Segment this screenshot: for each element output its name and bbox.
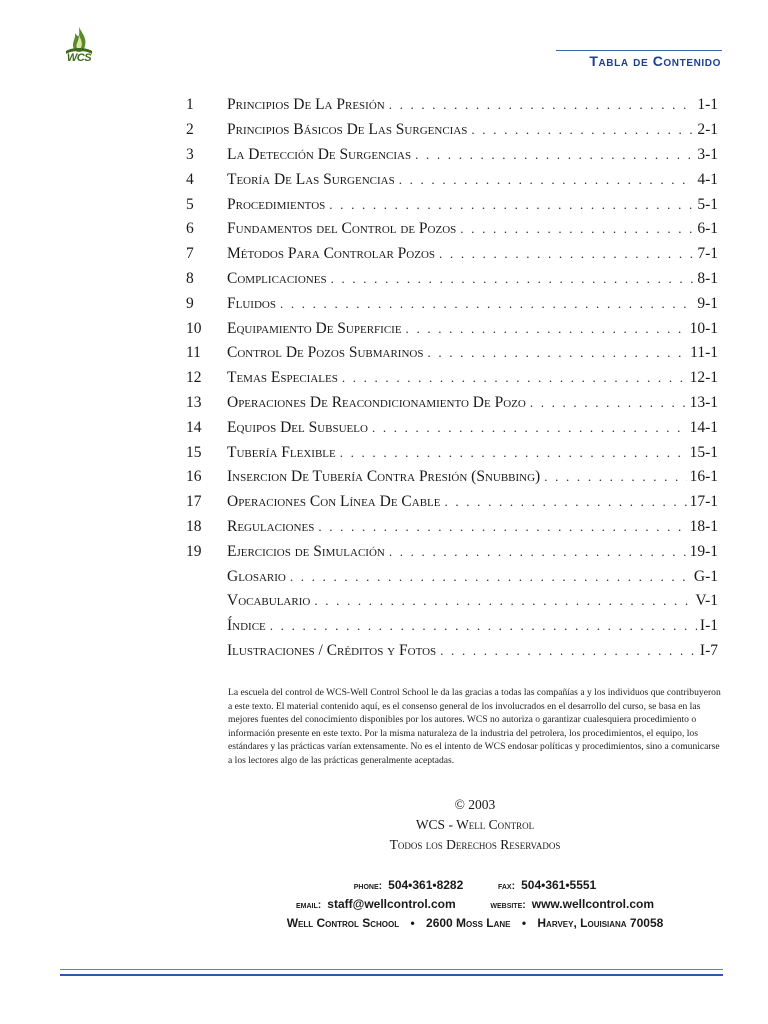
toc-page-number: 14-1 bbox=[689, 418, 718, 436]
toc-chapter-title: Complicaciones bbox=[227, 269, 327, 287]
toc-entry[interactable] bbox=[180, 291, 718, 316]
toc-chapter-title: Métodos Para Controlar Pozos bbox=[227, 245, 436, 263]
toc-page-number: 5-1 bbox=[697, 195, 718, 213]
toc-chapter-number: 8 bbox=[186, 269, 194, 287]
footer-rule bbox=[60, 969, 723, 970]
toc-chapter-title: Regulaciones bbox=[227, 517, 315, 535]
toc-chapter-number: 6 bbox=[186, 220, 194, 238]
toc-entry[interactable] bbox=[180, 192, 718, 217]
toc-page-number: 4-1 bbox=[697, 170, 718, 188]
toc-chapter-number: 14 bbox=[186, 418, 202, 436]
toc-page-number: 18-1 bbox=[689, 517, 718, 535]
toc-entry[interactable] bbox=[180, 440, 718, 465]
toc-chapter-title: Principios Básicos De Las Surgencias bbox=[227, 121, 468, 139]
toc-leader-dots bbox=[471, 122, 694, 138]
website-url[interactable]: www.wellcontrol.com bbox=[531, 897, 654, 911]
toc-chapter-number: 12 bbox=[186, 369, 202, 387]
toc-chapter-number: 4 bbox=[186, 170, 194, 188]
toc-page-number: 1-1 bbox=[697, 96, 718, 114]
toc-leader-dots bbox=[314, 593, 692, 609]
toc-entry[interactable] bbox=[180, 415, 718, 440]
toc-entry[interactable] bbox=[180, 515, 718, 540]
toc-page-number: 7-1 bbox=[697, 245, 718, 263]
acknowledgement-notice: La escuela del control de WCS-Well Control School le da las gracias a todas las compañías a y los individuos que contribuyeron a este texto. El material contenido aquí, es el consenso general de los involucrados en el desarrollo del curso, se basa en las mejores fuentes del conocimiento disponibles por los autores. WCS no autoriza o garantizar cualesquiera procedimiento o información presente en este texto. Por la misma naturaleza de la industria del petrolera, los procedimientos, el equipo, los estándares y las prácticas varían extensamente. No es el intento de WCS endosar políticas y procedimientos, sino a comunicarse a los lectores algo de las prácticas generalmente aceptadas. bbox=[228, 687, 721, 766]
toc-leader-dots bbox=[444, 494, 686, 510]
toc-chapter-number: 9 bbox=[186, 294, 194, 312]
toc-page-number: 2-1 bbox=[697, 121, 718, 139]
toc-page-number: 6-1 bbox=[697, 220, 718, 238]
header-rule bbox=[556, 50, 722, 51]
toc-entry[interactable] bbox=[180, 217, 718, 242]
email-label: email: bbox=[296, 899, 322, 911]
fax-label: fax: bbox=[497, 880, 516, 892]
toc-entry[interactable] bbox=[180, 93, 718, 118]
wcs-logo bbox=[62, 25, 96, 67]
toc-chapter-number: 2 bbox=[186, 121, 194, 139]
toc-leader-dots bbox=[270, 618, 697, 634]
toc-chapter-number: 7 bbox=[186, 245, 194, 263]
copyright-company: WCS - Well Control bbox=[415, 817, 535, 832]
toc-page-number: 9-1 bbox=[697, 294, 718, 312]
toc-page-number: 19-1 bbox=[689, 542, 718, 560]
toc-chapter-number: 15 bbox=[186, 443, 202, 461]
toc-page-number: 3-1 bbox=[697, 145, 718, 163]
toc-entry[interactable] bbox=[180, 391, 718, 416]
toc-chapter-number: 19 bbox=[186, 542, 202, 560]
page-title: Tabla de Contenido bbox=[589, 53, 721, 69]
toc-chapter-title: Teoría De Las Surgencias bbox=[227, 170, 395, 188]
toc-entry[interactable] bbox=[180, 589, 718, 614]
toc-leader-dots bbox=[290, 569, 691, 585]
toc-page-number: 13-1 bbox=[689, 393, 718, 411]
address-separator: • bbox=[410, 916, 415, 930]
toc-chapter-title: Glosario bbox=[227, 567, 286, 585]
toc-chapter-title: Ilustraciones / Créditos y Fotos bbox=[227, 641, 437, 659]
toc-leader-dots bbox=[440, 643, 697, 659]
toc-page-number: 8-1 bbox=[697, 269, 718, 287]
table-of-contents bbox=[180, 93, 718, 663]
school-name: Well Control School bbox=[286, 916, 400, 930]
toc-leader-dots bbox=[389, 97, 695, 113]
toc-chapter-number: 13 bbox=[186, 393, 202, 411]
toc-leader-dots bbox=[372, 420, 687, 436]
toc-leader-dots bbox=[280, 296, 694, 312]
logo-wordmark: WCS bbox=[66, 52, 92, 64]
contact-phone-fax bbox=[228, 878, 722, 892]
toc-leader-dots bbox=[331, 271, 695, 287]
toc-leader-dots bbox=[342, 370, 687, 386]
toc-chapter-title: Control De Pozos Submarinos bbox=[227, 344, 424, 362]
street-address: 2600 Moss Lane bbox=[426, 916, 511, 930]
toc-chapter-title: Fundamentos del Control de Pozos bbox=[227, 220, 457, 238]
toc-chapter-number: 11 bbox=[186, 344, 201, 362]
toc-page-number: 10-1 bbox=[689, 319, 718, 337]
toc-chapter-title: Temas Especiales bbox=[227, 369, 338, 387]
fax-number: 504•361•5551 bbox=[521, 878, 597, 892]
toc-leader-dots bbox=[329, 197, 694, 213]
toc-leader-dots bbox=[399, 172, 695, 188]
footer-rule-thick bbox=[60, 974, 723, 976]
toc-page-number: 11-1 bbox=[690, 344, 718, 362]
city-address: Harvey, Louisiana 70058 bbox=[537, 916, 664, 930]
toc-entry[interactable] bbox=[180, 316, 718, 341]
toc-chapter-number: 16 bbox=[186, 468, 202, 486]
toc-chapter-number: 10 bbox=[186, 319, 202, 337]
toc-leader-dots bbox=[415, 147, 694, 163]
toc-chapter-title: La Detección De Surgencias bbox=[227, 145, 412, 163]
toc-chapter-title: Vocabulario bbox=[227, 592, 311, 610]
toc-chapter-title: Operaciones De Reacondicionamiento De Pozo bbox=[227, 393, 526, 411]
toc-page-number: I-1 bbox=[699, 617, 718, 635]
toc-chapter-title: Tubería Flexible bbox=[227, 443, 336, 461]
toc-chapter-title: Principios De La Presión bbox=[227, 96, 385, 114]
website-label: website: bbox=[490, 899, 526, 911]
toc-leader-dots bbox=[530, 395, 687, 411]
toc-chapter-number: 18 bbox=[186, 517, 202, 535]
toc-leader-dots bbox=[340, 445, 687, 461]
address-separator: • bbox=[521, 916, 527, 930]
toc-leader-dots bbox=[318, 519, 686, 535]
toc-chapter-title: Operaciones Con Línea De Cable bbox=[227, 493, 441, 511]
toc-leader-dots bbox=[406, 321, 687, 337]
toc-chapter-title: Equipos Del Subsuelo bbox=[227, 418, 368, 436]
toc-leader-dots bbox=[389, 544, 687, 560]
toc-chapter-title: Fluidos bbox=[227, 294, 276, 312]
toc-entry[interactable] bbox=[180, 465, 718, 490]
copyright-year: © 2003 bbox=[454, 797, 496, 812]
toc-entry[interactable] bbox=[180, 242, 718, 267]
phone-number: 504•361•8282 bbox=[388, 878, 464, 892]
toc-page-number: I-7 bbox=[699, 641, 718, 659]
toc-entry[interactable] bbox=[180, 490, 718, 515]
toc-chapter-title: Procedimientos bbox=[227, 195, 326, 213]
copyright-rights: Todos los Derechos Reservados bbox=[389, 837, 561, 852]
toc-chapter-number: 5 bbox=[186, 195, 194, 213]
toc-entry[interactable] bbox=[180, 564, 718, 589]
toc-page-number: V-1 bbox=[695, 592, 718, 610]
toc-entry[interactable] bbox=[180, 341, 718, 366]
email-address[interactable]: staff@wellcontrol.com bbox=[327, 897, 456, 911]
toc-page-number: 15-1 bbox=[689, 443, 718, 461]
toc-entry[interactable] bbox=[180, 267, 718, 292]
contact-address bbox=[228, 916, 722, 930]
toc-chapter-number: 1 bbox=[186, 96, 194, 114]
toc-leader-dots bbox=[427, 345, 687, 361]
toc-chapter-title: Ejercicios de Simulación bbox=[227, 542, 385, 560]
toc-entry[interactable] bbox=[180, 118, 718, 143]
toc-page-number: 17-1 bbox=[689, 493, 718, 511]
contact-email-website bbox=[228, 897, 722, 911]
toc-entry[interactable] bbox=[180, 539, 718, 564]
toc-chapter-title: Equipamiento De Superficie bbox=[227, 319, 402, 337]
toc-entry[interactable] bbox=[180, 366, 718, 391]
toc-page-number: G-1 bbox=[693, 567, 718, 585]
toc-chapter-title: Índice bbox=[227, 617, 266, 635]
toc-leader-dots bbox=[460, 221, 694, 237]
toc-chapter-number: 17 bbox=[186, 493, 202, 511]
toc-entry[interactable] bbox=[180, 143, 718, 168]
toc-entry[interactable] bbox=[180, 167, 718, 192]
toc-leader-dots bbox=[439, 246, 694, 262]
toc-chapter-title: Insercion De Tubería Contra Presión (Snubbing) bbox=[227, 468, 541, 486]
toc-chapter-number: 3 bbox=[186, 145, 194, 163]
toc-entry[interactable] bbox=[180, 639, 718, 664]
toc-page-number: 16-1 bbox=[689, 468, 718, 486]
phone-label: phone: bbox=[353, 880, 383, 892]
toc-page-number: 12-1 bbox=[689, 369, 718, 387]
toc-leader-dots bbox=[544, 469, 686, 485]
toc-entry[interactable] bbox=[180, 614, 718, 639]
